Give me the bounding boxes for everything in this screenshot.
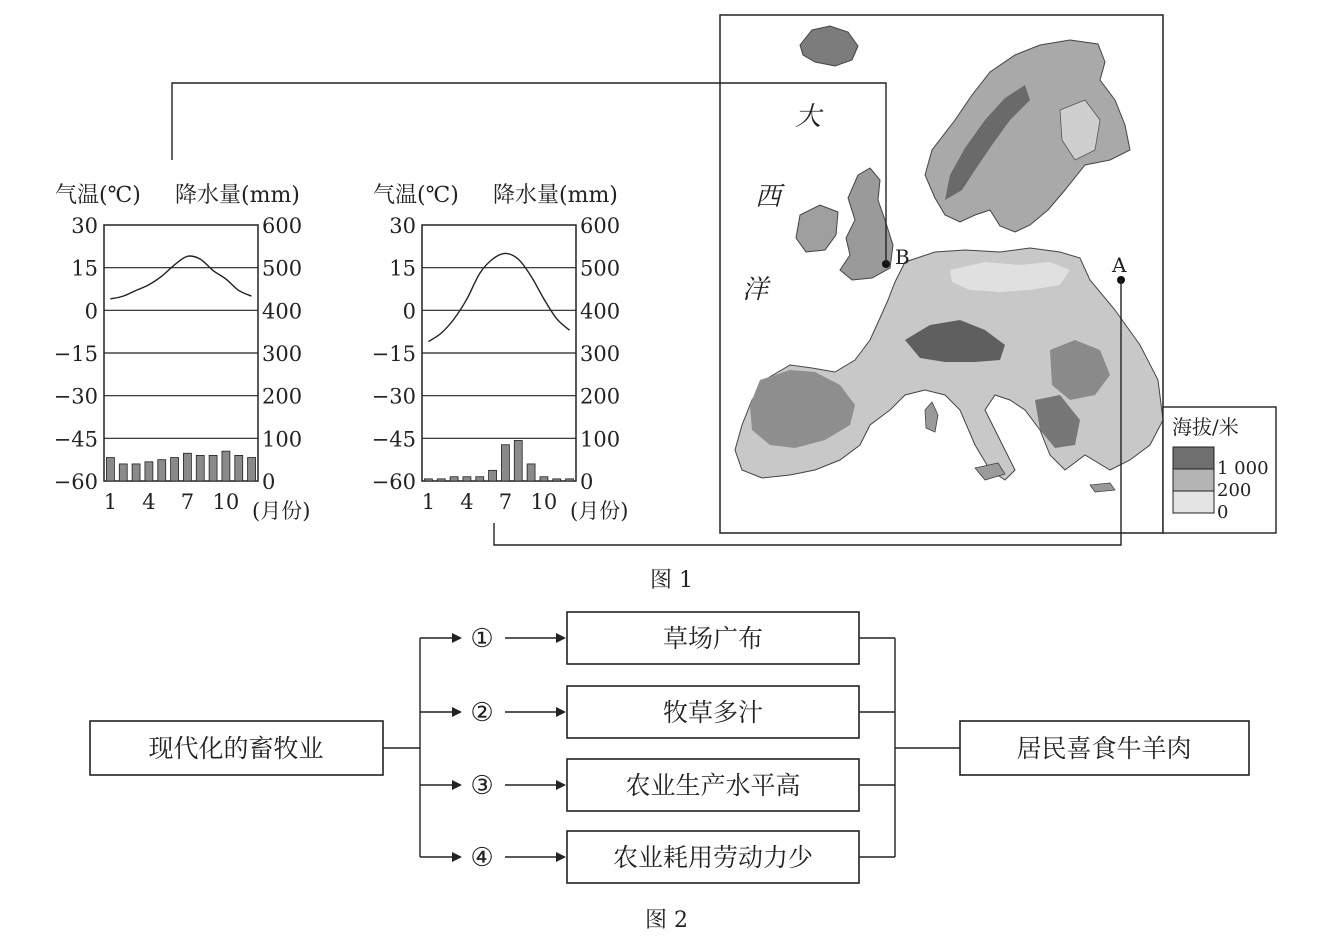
arrow-head-icon	[556, 633, 566, 643]
flow-row-number: ①	[470, 624, 494, 654]
chart-a-precip-bar	[514, 440, 522, 481]
chart-a-precip-bar	[437, 479, 445, 481]
chart-a-precip-bar	[540, 477, 548, 481]
chart-a-precip-tick-label: 300	[580, 342, 621, 366]
chart-b-temp-tick-label: −60	[53, 470, 98, 494]
chart-a-precip-bar	[501, 445, 509, 481]
chart-a-precip-tick-label: 600	[580, 214, 621, 238]
chart-b-month-tick-label: 10	[212, 490, 240, 514]
chart-a-month-unit: (月份)	[570, 499, 629, 523]
chart-a-temp-tick-label: 0	[402, 299, 416, 324]
chart-a-precip-bar	[424, 479, 432, 481]
crete-shape	[1090, 483, 1115, 492]
legend-level-0: 0	[1217, 502, 1229, 523]
chart-a-precip-bar	[489, 470, 497, 481]
chart-a-precip-tick-label: 200	[580, 384, 621, 409]
chart-a-precip-tick-label: 0	[580, 470, 594, 494]
flow-row-number: ②	[470, 698, 494, 728]
chart-b-precip-tick-label: 500	[262, 256, 303, 281]
chart-a-month-tick-label: 7	[498, 490, 513, 514]
chart-a-precip-tick-label: 400	[580, 299, 621, 324]
chart-b-temp-label: 气温(℃)	[55, 183, 141, 208]
chart-b-precip-tick-label: 400	[262, 299, 303, 324]
chart-a-precip-bar	[553, 479, 561, 481]
arrow-head-icon	[452, 707, 462, 717]
chart-b-month-unit: (月份)	[252, 499, 311, 523]
chart-a-temp-tick-label: 15	[389, 256, 416, 281]
arrow-head-icon	[556, 852, 566, 862]
flow-row-number: ④	[470, 843, 494, 873]
livestock-flow-diagram	[90, 612, 1249, 883]
flow-row-number: ③	[470, 771, 494, 801]
legend-swatch-mid	[1173, 469, 1214, 491]
chart-b-precip-label: 降水量(mm)	[175, 183, 300, 208]
chart-b-month-tick-label: 7	[180, 490, 195, 514]
point-b-label: B	[895, 245, 910, 269]
chart-b-precip-tick-label: 300	[262, 342, 303, 366]
chart-a-precip-bar	[450, 477, 458, 481]
chart-b-precip-bar	[248, 458, 256, 481]
chart-b-precip-bar	[222, 451, 230, 481]
flow-row	[420, 759, 895, 811]
chart-a-precip-bar	[527, 464, 535, 481]
chart-b-month-tick-label: 4	[142, 490, 156, 514]
chart-b-precip-bar	[145, 462, 153, 481]
arrow-head-icon	[452, 633, 462, 643]
chart-b-precip-tick-label: 200	[262, 384, 303, 409]
figure-2-caption: 图 2	[645, 908, 688, 933]
chart-a-month-tick-label: 4	[460, 490, 474, 514]
chart-a-temp-tick-label: −15	[371, 342, 416, 366]
climate-chart-b	[54, 183, 311, 523]
chart-b-precip-bar	[235, 455, 243, 481]
arrow-head-icon	[452, 780, 462, 790]
chart-b-precip-bar	[183, 453, 191, 481]
chart-b-month-tick-label: 1	[103, 490, 118, 514]
flow-row-label: 草场广布	[662, 624, 764, 653]
chart-b-temp-tick-label: 30	[71, 214, 98, 238]
chart-b-precip-bar	[106, 458, 114, 481]
arrow-head-icon	[452, 852, 462, 862]
chart-b-precip-tick-label: 0	[262, 470, 276, 494]
legend-swatch-low	[1173, 491, 1214, 513]
chart-b-temp-tick-label: −15	[53, 342, 98, 366]
chart-a-month-tick-label: 10	[530, 490, 558, 514]
elevation-legend	[1163, 407, 1276, 533]
arrow-head-icon	[556, 780, 566, 790]
flow-row-label: 牧草多汁	[662, 698, 764, 727]
chart-a-precip-tick-label: 100	[580, 427, 621, 452]
chart-a-temp-tick-label: −45	[371, 427, 416, 452]
chart-a-temp-tick-label: −30	[371, 384, 416, 409]
box-residents-eat-meat-label: 居民喜食牛羊肉	[1016, 734, 1192, 763]
chart-b-temp-tick-label: −30	[53, 384, 98, 409]
legend-level-200: 200	[1217, 480, 1252, 501]
chart-b-precip-bar	[171, 458, 179, 481]
chart-b-precip-bar	[119, 464, 127, 481]
ocean-label-char-2: 西	[755, 182, 782, 212]
chart-b-temp-tick-label: 15	[71, 256, 98, 281]
ocean-label-char-1: 大	[795, 102, 822, 132]
box-modern-livestock-label: 现代化的畜牧业	[148, 734, 324, 763]
legend-title: 海拔/米	[1172, 415, 1239, 439]
chart-b-precip-bar	[209, 455, 217, 481]
chart-a-precip-bar	[566, 479, 574, 481]
legend-swatch-high	[1173, 447, 1214, 469]
chart-a-temp-label: 气温(℃)	[373, 183, 459, 208]
chart-a-temperature-line	[428, 253, 569, 341]
chart-a-precip-label: 降水量(mm)	[493, 183, 618, 208]
chart-a-temp-tick-label: −60	[371, 470, 416, 494]
chart-b-precip-bar	[132, 464, 140, 481]
ocean-label-char-3: 洋	[742, 275, 769, 305]
flow-row	[420, 686, 895, 738]
point-a-label: A	[1112, 253, 1127, 277]
chart-a-precip-bar	[476, 477, 484, 481]
chart-b-temperature-line	[110, 256, 251, 299]
flow-row	[420, 612, 895, 664]
chart-b-precip-tick-label: 100	[262, 427, 303, 452]
legend-level-1000: 1 000	[1217, 458, 1269, 479]
chart-b-temp-tick-label: 0	[84, 299, 98, 324]
chart-b-precip-bar	[158, 460, 166, 481]
chart-a-precip-bar	[463, 477, 471, 481]
flow-row-label: 农业耗用劳动力少	[612, 843, 814, 872]
chart-a-month-tick-label: 1	[421, 490, 436, 514]
europe-relief-map	[720, 15, 1276, 533]
chart-b-temp-tick-label: −45	[53, 427, 98, 452]
chart-a-precip-tick-label: 500	[580, 256, 621, 281]
chart-b-precip-tick-label: 600	[262, 214, 303, 238]
arrow-head-icon	[556, 707, 566, 717]
flow-row-label: 农业生产水平高	[625, 771, 801, 800]
chart-a-temp-tick-label: 30	[389, 214, 416, 238]
climate-chart-a	[372, 183, 629, 523]
chart-b-precip-bar	[196, 455, 204, 481]
flow-row	[420, 831, 895, 883]
figure-1-caption: 图 1	[650, 568, 693, 593]
